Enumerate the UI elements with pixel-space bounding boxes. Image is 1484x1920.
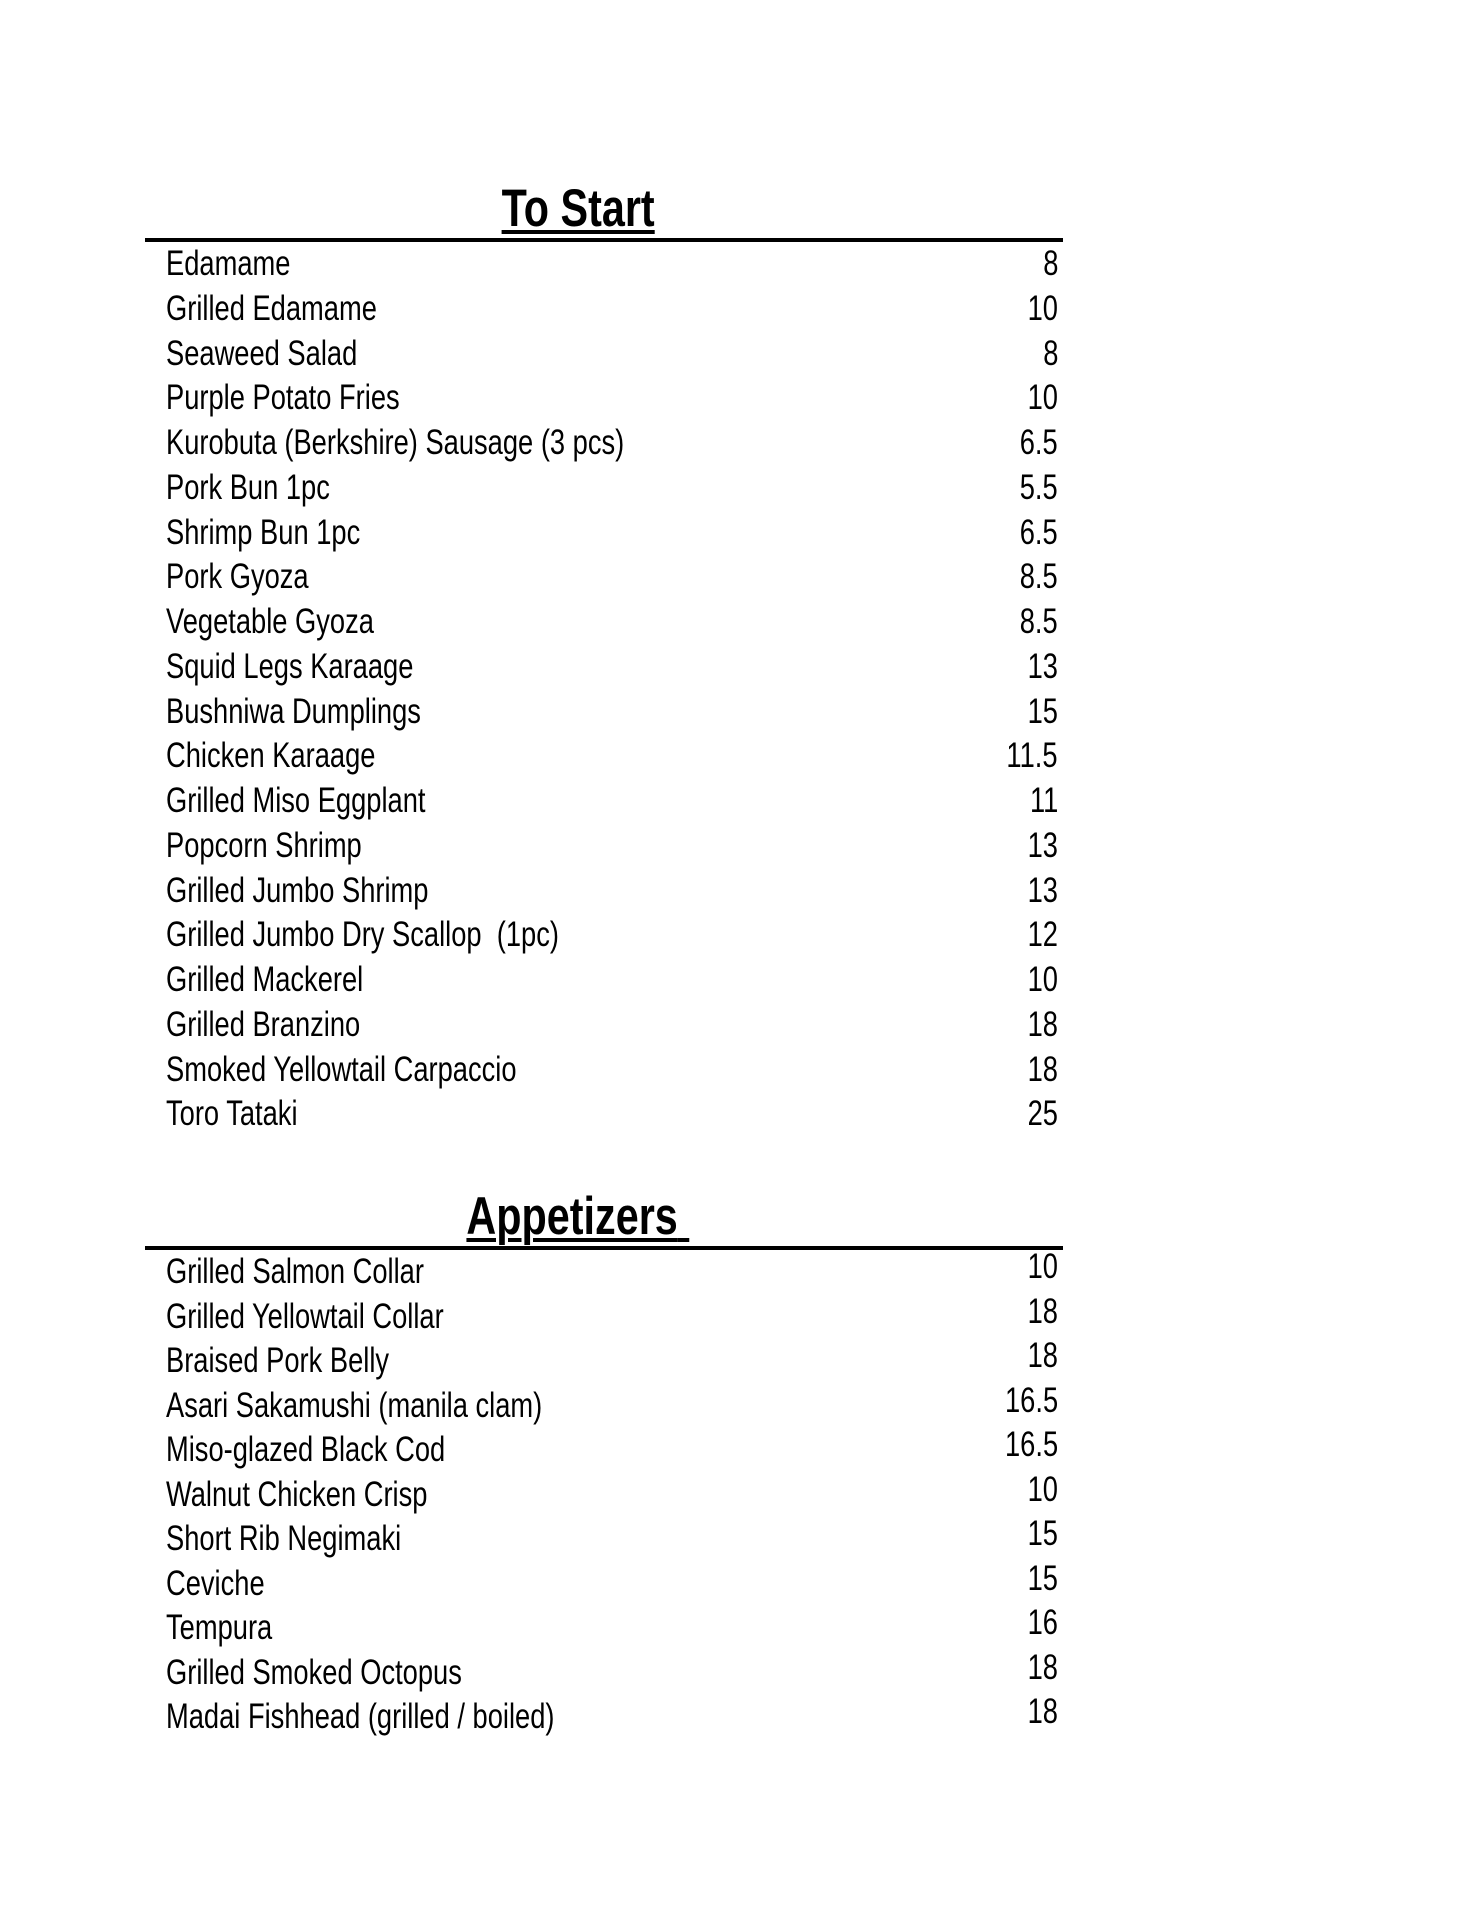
menu-item-name: Grilled Miso Eggplant xyxy=(166,781,426,820)
menu-item-name: Shrimp Bun 1pc xyxy=(166,512,361,552)
menu-item-price: 10 xyxy=(1027,378,1058,418)
menu-item-name: Squid Legs Karaage xyxy=(166,646,414,686)
menu-item-row xyxy=(145,1558,1063,1607)
menu-item-price: 13 xyxy=(1027,870,1058,910)
menu-item-name: Vegetable Gyoza xyxy=(166,602,374,641)
section-title xyxy=(145,1187,1063,1246)
menu-item-price: 18 xyxy=(1027,1004,1058,1044)
menu-item-name: Grilled Yellowtail Collar xyxy=(166,1296,444,1336)
menu-item-price: 13 xyxy=(1027,646,1058,686)
menu-item-name: Popcorn Shrimp xyxy=(166,825,362,865)
menu-item-price: 10 xyxy=(1027,960,1058,999)
menu-item-price: 11 xyxy=(1029,781,1058,820)
menu-item-row xyxy=(145,1425,1063,1473)
menu-item-price: 18 xyxy=(1027,1336,1058,1375)
menu-item-price: 8.5 xyxy=(1020,602,1058,641)
menu-item-price: 18 xyxy=(1027,1647,1058,1687)
menu-item-name: Bushniwa Dumplings xyxy=(166,691,421,731)
menu-item-row xyxy=(145,1647,1063,1696)
menu-item-row xyxy=(145,466,1063,511)
menu-item-name: Grilled Salmon Collar xyxy=(166,1252,424,1291)
menu-item-name: Grilled Edamame xyxy=(166,288,377,328)
menu-item-name: Grilled Smoked Octopus xyxy=(166,1652,462,1692)
menu-item-row xyxy=(145,958,1063,1003)
menu-item-price: 13 xyxy=(1027,825,1058,865)
menu-item-name: Smoked Yellowtail Carpaccio xyxy=(166,1049,517,1089)
menu-item-name: Chicken Karaage xyxy=(166,736,376,776)
menu-item-name: Tempura xyxy=(166,1608,273,1647)
menu-item-row xyxy=(145,1336,1063,1384)
menu-item-name: Braised Pork Belly xyxy=(166,1341,390,1380)
menu-item-name: Grilled Branzino xyxy=(166,1004,361,1044)
menu-item-name: Pork Bun 1pc xyxy=(166,467,330,507)
menu-item-name: Edamame xyxy=(166,244,291,283)
menu-section xyxy=(145,1187,1063,1740)
menu-item-row xyxy=(145,511,1063,556)
section-title-text: Appetizers xyxy=(466,1187,678,1246)
menu-item-row xyxy=(145,1469,1063,1518)
menu-item-price: 12 xyxy=(1027,915,1058,955)
menu-item-row xyxy=(145,1003,1063,1048)
menu-item-price: 8.5 xyxy=(1020,557,1058,597)
section-item-list xyxy=(145,238,1063,1137)
menu-item-price: 11.5 xyxy=(1006,736,1058,776)
menu-item-row xyxy=(145,1048,1063,1093)
menu-item-price: 6.5 xyxy=(1020,423,1058,462)
menu-item-price: 15 xyxy=(1027,691,1058,731)
menu-item-row xyxy=(145,1380,1063,1429)
menu-item-row xyxy=(145,1092,1063,1137)
menu-item-price: 10 xyxy=(1027,1469,1058,1509)
menu-item-price: 18 xyxy=(1027,1291,1058,1331)
menu-item-name: Grilled Jumbo Shrimp xyxy=(166,870,429,910)
menu-item-row xyxy=(145,332,1063,377)
menu-item-price: 8 xyxy=(1042,333,1058,373)
menu-item-name: Asari Sakamushi (manila clam) xyxy=(166,1385,543,1425)
menu-item-row xyxy=(145,869,1063,914)
menu-item-price: 10 xyxy=(1027,1247,1058,1286)
menu-item-name: Seaweed Salad xyxy=(166,333,358,373)
menu-item-price: 15 xyxy=(1027,1558,1058,1598)
menu-item-price: 6.5 xyxy=(1020,512,1058,552)
menu-item-row xyxy=(145,824,1063,869)
menu-item-row xyxy=(145,421,1063,466)
menu-item-name: Walnut Chicken Crisp xyxy=(166,1474,428,1514)
menu-item-name: Short Rib Negimaki xyxy=(166,1519,402,1558)
menu-item-price: 18 xyxy=(1027,1049,1058,1089)
menu-item-name: Madai Fishhead (grilled / boiled) xyxy=(166,1697,555,1736)
menu-item-row xyxy=(145,1291,1063,1340)
menu-item-name: Ceviche xyxy=(166,1563,265,1603)
menu-item-row xyxy=(145,1514,1063,1562)
menu-item-price: 8 xyxy=(1042,244,1058,283)
menu-item-price: 5.5 xyxy=(1020,467,1058,507)
menu-item-row xyxy=(145,600,1063,645)
menu-item-row xyxy=(145,690,1063,735)
menu-item-row xyxy=(145,645,1063,690)
menu-item-name: Kurobuta (Berkshire) Sausage (3 pcs) xyxy=(166,423,625,462)
menu-item-row xyxy=(145,913,1063,958)
menu-item-name: Grilled Mackerel xyxy=(166,960,364,999)
menu-item-price: 15 xyxy=(1027,1514,1058,1553)
menu-item-row xyxy=(145,734,1063,779)
menu-item-row xyxy=(145,287,1063,332)
menu-item-price: 18 xyxy=(1027,1692,1058,1731)
menu-item-price: 10 xyxy=(1027,288,1058,328)
menu-item-price: 16.5 xyxy=(1004,1380,1058,1420)
menu-item-price: 16 xyxy=(1027,1603,1058,1642)
section-item-list xyxy=(145,1246,1063,1740)
menu-item-name: Purple Potato Fries xyxy=(166,378,400,418)
menu-item-row xyxy=(145,1603,1063,1651)
menu-item-row xyxy=(145,1247,1063,1295)
menu-item-row xyxy=(145,376,1063,421)
menu-item-price: 16.5 xyxy=(1004,1425,1058,1464)
menu-item-name: Toro Tataki xyxy=(166,1094,298,1134)
section-title-text: To Start xyxy=(501,179,655,238)
menu-item-name: Miso-glazed Black Cod xyxy=(166,1430,446,1469)
menu-item-row xyxy=(145,555,1063,600)
menu-item-name: Grilled Jumbo Dry Scallop (1pc) xyxy=(166,915,559,955)
menu-item-row xyxy=(145,242,1063,287)
menu-item-name: Pork Gyoza xyxy=(166,557,309,597)
menu-item-row xyxy=(145,779,1063,824)
menu-item-row xyxy=(145,1692,1063,1740)
menu-section xyxy=(145,179,1063,1137)
section-title xyxy=(145,179,1063,238)
menu-item-price: 25 xyxy=(1027,1094,1058,1134)
